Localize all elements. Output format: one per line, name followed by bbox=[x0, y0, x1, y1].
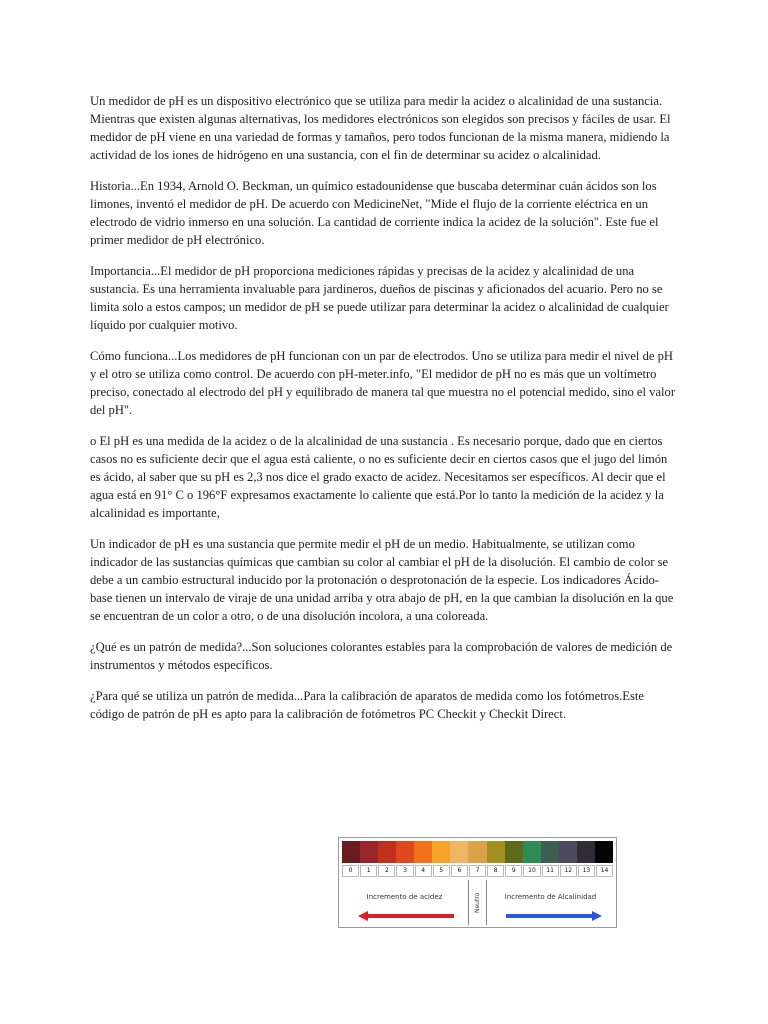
ph-swatch-1 bbox=[360, 841, 378, 863]
ph-swatch-6 bbox=[450, 841, 468, 863]
ph-number-5: 5 bbox=[433, 865, 450, 877]
paragraph-ph-medida: o El pH es una medida de la acidez o de la alcalinidad de una sustancia . Es necesario porque, dado que en ciertos casos no es suficiente decir que el agua está caliente, o no es suficiente decir en ciertos casos que el jugo del limón es ácido, al saber que su pH es 2,3 nos dice el grado exacto de acidez. Necesitamos ser específicos. Al decir que el agua está en 91° C o 196°F expresamos exactamente lo caliente que está.Por lo tanto la medición de la acidez y la alcalinidad es importante, bbox=[90, 434, 668, 520]
ph-color-strip bbox=[342, 841, 613, 863]
paragraph-intro: Un medidor de pH es un dispositivo electrónico que se utiliza para medir la acidez o alcalinidad de una sustancia. Mientras que existen algunas alternativas, los medidores electrónicos son elegidos son precisos y fáciles de usar. El medidor de pH viene en una variedad de formas y tamaños, pero todos funcionan de la misma manera, midiendo la actividad de los iones de hidrógeno en una sustancia, con el fin de determinar su acidez o alcalinidad. bbox=[90, 94, 671, 162]
ph-number-13: 13 bbox=[578, 865, 595, 877]
body-text bbox=[90, 92, 680, 736]
alkaline-increase-label: Incremento de Alcalinidad bbox=[504, 893, 597, 901]
ph-swatch-5 bbox=[432, 841, 450, 863]
ph-number-12: 12 bbox=[560, 865, 577, 877]
paragraph-patron-para-que: ¿Para qué se utiliza un patrón de medida...Para la calibración de aparatos de medida como los fotómetros.Este código de patrón de pH es apto para la calibración de fotómetros PC Checkit y Checkit Direct. bbox=[90, 689, 644, 721]
paragraph-indicador: Un indicador de pH es una sustancia que permite medir el pH de un medio. Habitualmente, se utilizan como indicador de las sustancias químicas que cambian su color al cambiar el pH de la disolución. El cambio de color se debe a un cambio estructural inducido por la protonación o desprotonación de la especie. Los indicadores Ácido-base tienen un intervalo de viraje de una unidad arriba y otra abajo de pH, en la que cambian la disolución en la que se encuentran de un color a otro, o de una disolución incolora, a una coloreada. bbox=[90, 537, 674, 623]
ph-number-2: 2 bbox=[378, 865, 395, 877]
ph-swatch-3 bbox=[396, 841, 414, 863]
paragraph-historia: Historia...En 1934, Arnold O. Beckman, un químico estadounidense que buscaba determinar cuán ácidos son los limones, inventó el medidor de pH. De acuerdo con MedicineNet, "Mide el flujo de la corriente eléctrica en un electrodo de vidrio inmerso en una solución. La cantidad de corriente indica la acidez de la solución". Este fue el primer medidor de pH electrónico. bbox=[90, 179, 659, 247]
paragraph-como-funciona: Cómo funciona...Los medidores de pH funcionan con un par de electrodos. Uno se utiliza para medir el nivel de pH y el otro se utiliza como control. De acuerdo con pH-meter.info, "El medidor de pH no es más que un voltímetro preciso, conectado al electrodo del pH y equilibrado de manera tal que muestra no el potencial medido, sino el valor del pH". bbox=[90, 349, 676, 417]
ph-swatch-11 bbox=[541, 841, 559, 863]
acid-increase-label: Incremento de acidez bbox=[366, 893, 443, 901]
neutral-label: Neutro bbox=[474, 892, 481, 913]
ph-swatch-2 bbox=[378, 841, 396, 863]
ph-swatch-9 bbox=[505, 841, 523, 863]
ph-number-14: 14 bbox=[596, 865, 613, 877]
ph-swatch-7 bbox=[468, 841, 486, 863]
ph-number-row bbox=[342, 865, 613, 877]
acid-arrow-icon bbox=[358, 911, 454, 921]
ph-number-4: 4 bbox=[415, 865, 432, 877]
alkaline-arrow-icon bbox=[506, 911, 602, 921]
ph-swatch-10 bbox=[523, 841, 541, 863]
ph-number-7: 7 bbox=[469, 865, 486, 877]
ph-number-1: 1 bbox=[360, 865, 377, 877]
ph-number-6: 6 bbox=[451, 865, 468, 877]
ph-number-8: 8 bbox=[487, 865, 504, 877]
ph-number-9: 9 bbox=[505, 865, 522, 877]
paragraph-importancia: Importancia...El medidor de pH proporciona mediciones rápidas y precisas de la acidez y alcalinidad de una sustancia. Es una herramienta invaluable para jardineros, dueños de piscinas y aficionados del acuario. Pero no se limita solo a estos campos; un medidor de pH se puede utilizar para determinar la acidez o alcalinidad de cualquier líquido por cualquier motivo. bbox=[90, 264, 669, 332]
ph-swatch-14 bbox=[595, 841, 613, 863]
ph-swatch-8 bbox=[487, 841, 505, 863]
neutral-divider-right bbox=[486, 880, 487, 925]
ph-swatch-13 bbox=[577, 841, 595, 863]
ph-number-0: 0 bbox=[342, 865, 359, 877]
ph-swatch-12 bbox=[559, 841, 577, 863]
ph-number-11: 11 bbox=[542, 865, 559, 877]
ph-scale-figure bbox=[338, 837, 617, 928]
ph-number-3: 3 bbox=[396, 865, 413, 877]
ph-direction-legend bbox=[342, 880, 613, 925]
ph-swatch-4 bbox=[414, 841, 432, 863]
ph-swatch-0 bbox=[342, 841, 360, 863]
paragraph-patron-que-es: ¿Qué es un patrón de medida?...Son soluciones colorantes estables para la comprobación de valores de medición de instrumentos y métodos específicos. bbox=[90, 640, 673, 672]
ph-number-10: 10 bbox=[523, 865, 540, 877]
